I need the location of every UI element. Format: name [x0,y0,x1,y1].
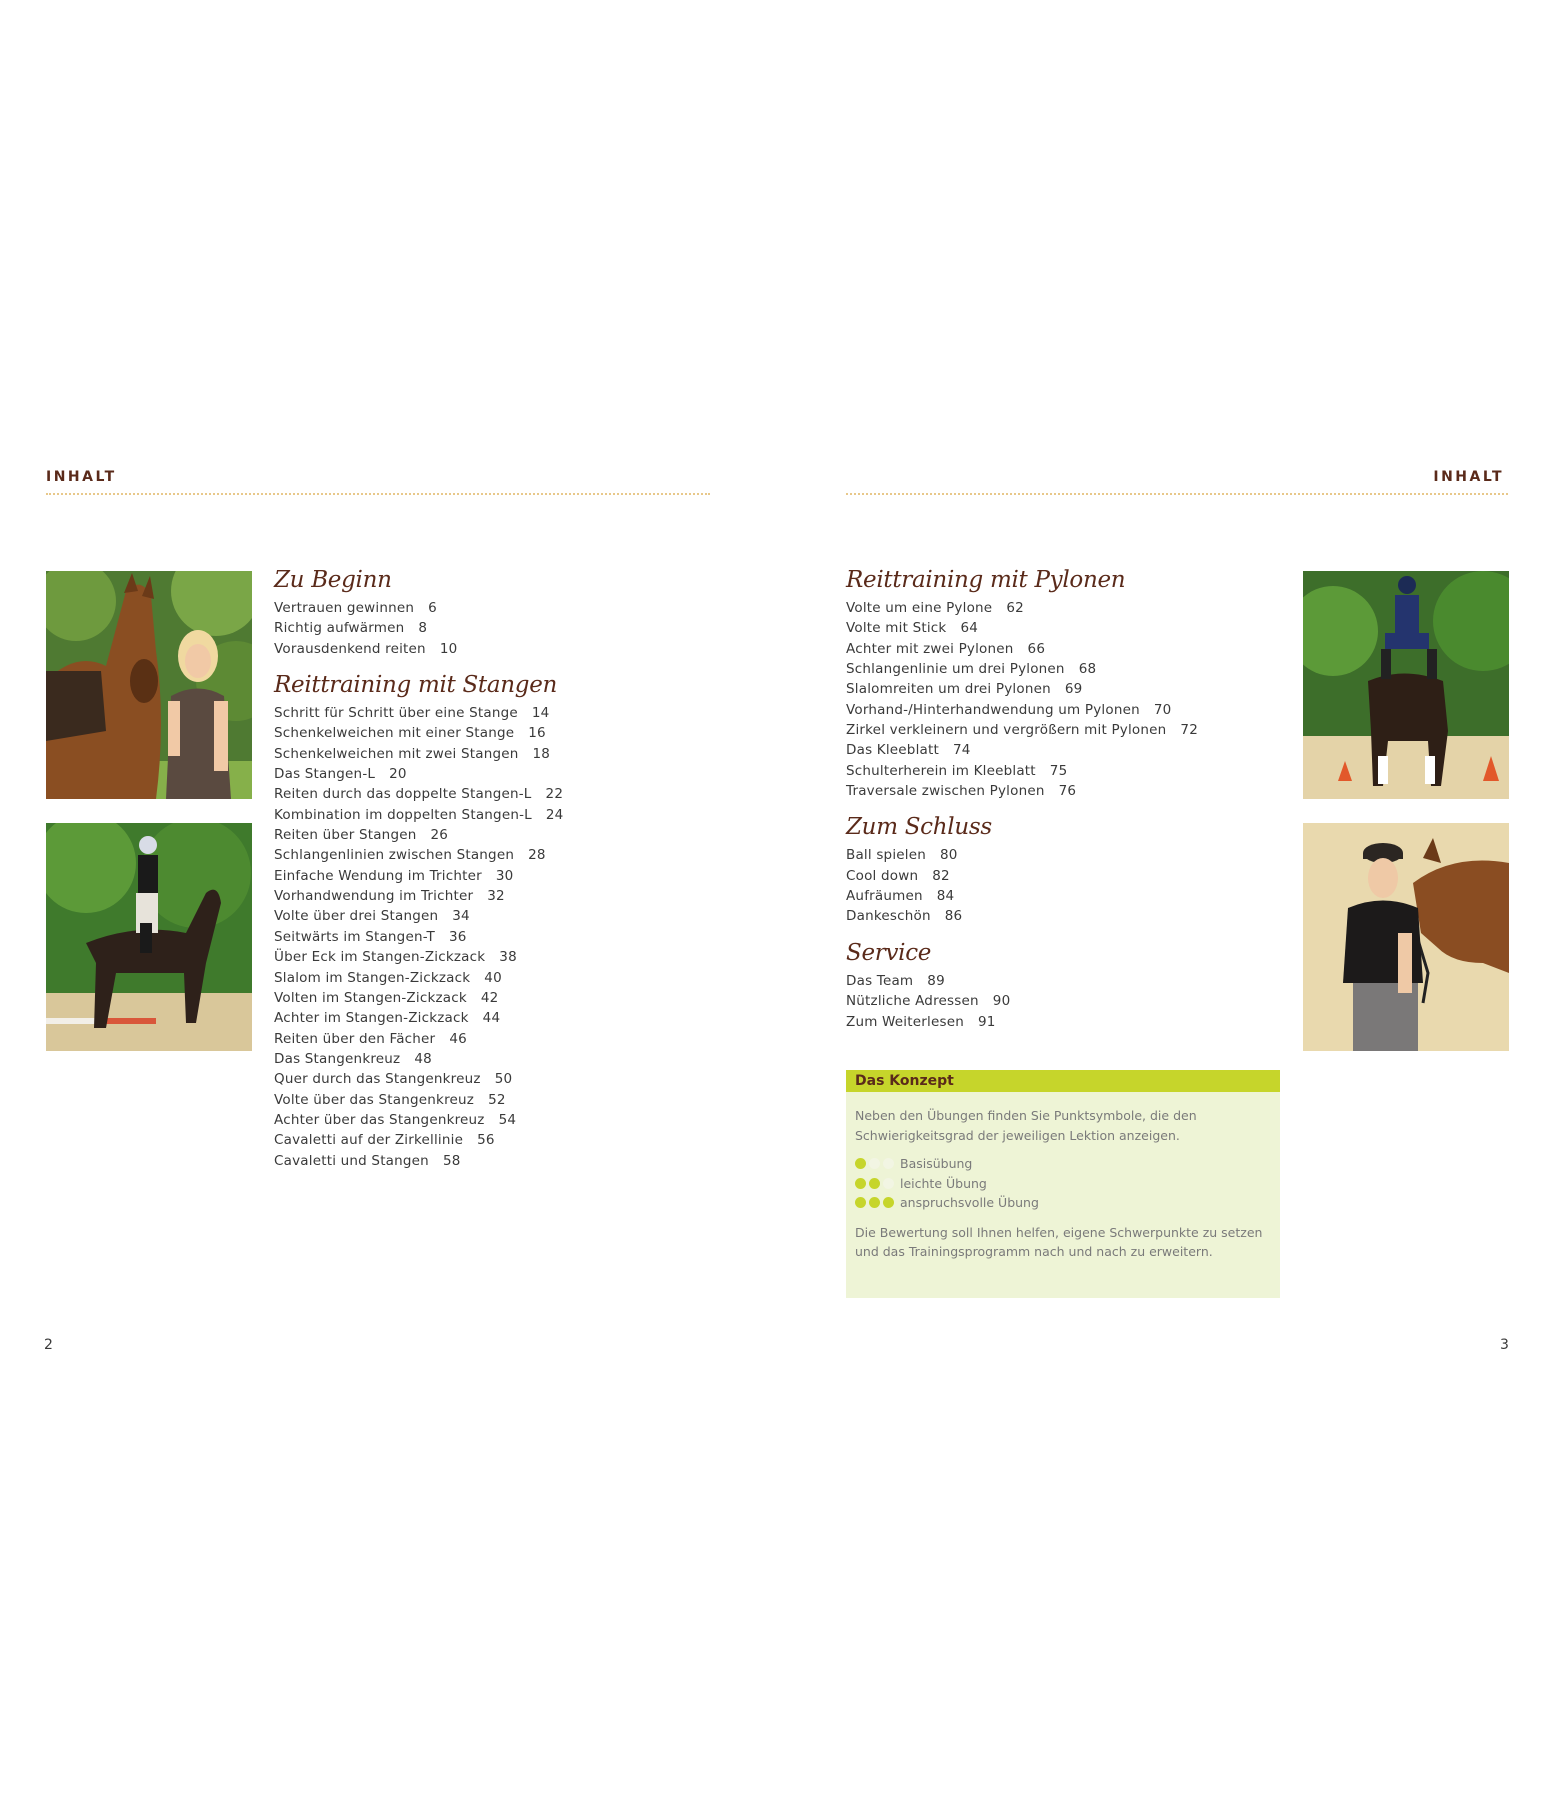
toc-entry-label: Zirkel verkleinern und vergrößern mit Pylonen [846,722,1167,739]
toc-entry-label: Cavaletti und Stangen [274,1152,429,1169]
toc-entry[interactable] [274,968,714,988]
concept-intro: Neben den Übungen finden Sie Punktsymbole, die den Schwierigkeitsgrad der jeweiligen Lektion anzeigen. [855,1108,1197,1143]
toc-entry-label: Vorausdenkend reiten [274,640,426,657]
toc-entry-page: 69 [1064,681,1083,698]
dotted-rule-right [846,493,1508,495]
toc-entry-page: 86 [944,908,963,925]
toc-entry-page: 72 [1180,722,1198,739]
section-title: Reittraining mit Stangen [274,672,558,699]
toc-entry[interactable] [274,1029,714,1049]
toc-entry-label: Volte um eine Pylone [846,600,993,616]
concept-outro: Die Bewertung soll Ihnen helfen, eigene Schwerpunkte zu setzen und das Trainingsprogramm nach und nach zu erweitern. [855,1224,1263,1259]
toc-entry-label: Nützliche Adressen [846,993,979,1010]
toc-entry-label: Cavaletti auf der Zirkellinie [274,1132,464,1149]
photo-woman-with-cap-and-horse [1303,823,1509,1051]
toc-entry-page: 24 [545,806,564,823]
toc-entry-label: Zum Weiterlesen [846,1013,964,1030]
page-number-right: 3 [1500,1337,1509,1353]
toc-entry-label: Vorhand-/Hinterhandwendung um Pylonen [846,701,1140,718]
toc-entry-page: 62 [1006,600,1024,616]
toc-entry[interactable] [846,845,1286,865]
toc-entry-page: 80 [940,847,958,864]
toc-entry-label: Reiten über Stangen [274,827,417,844]
page-number-left: 2 [44,1337,53,1353]
toc-entry-page: 52 [488,1091,506,1108]
section-title: Zu Beginn [274,567,392,593]
toc-entry[interactable] [274,1110,714,1130]
section-title: Zum Schluss [846,814,992,841]
toc-entry[interactable] [274,764,714,784]
toc-entry[interactable] [274,1151,714,1171]
toc-entry-page: 68 [1078,661,1097,678]
toc-entry-page: 26 [430,827,449,844]
toc-entry-label: Slalomreiten um drei Pylonen [846,681,1051,698]
difficulty-dots-icon [855,1178,900,1189]
toc-entry[interactable] [274,1049,714,1069]
toc-entry-page: 28 [528,847,546,864]
toc-entry[interactable] [274,744,714,764]
toc-entry-page: 91 [977,1013,996,1030]
toc-entry-page: 58 [442,1152,461,1169]
photo-rider-on-dark-horse [46,823,252,1051]
toc-entry[interactable] [846,659,1286,679]
difficulty-legend [855,1154,1271,1213]
toc-entry-label: Slalom im Stangen-Zickzack [274,969,471,986]
toc-entry[interactable] [274,598,714,618]
toc-entry-label: Das Kleeblatt [846,742,939,759]
toc-entry[interactable] [846,866,1286,886]
toc-entry-page: 16 [528,725,546,742]
toc-entry-page: 14 [531,705,550,722]
toc-entry-page: 56 [477,1132,495,1149]
toc-entry-page: 40 [484,969,502,986]
legend-label: anspruchsvolle Übung [900,1195,1039,1210]
toc-entry-label: Schritt für Schritt über eine Stange [274,705,518,722]
toc-entry[interactable] [846,886,1286,906]
toc-entry-page: 84 [936,888,955,905]
toc-entry-page: 18 [532,745,551,762]
toc-entry-label: Volte mit Stick [846,620,947,637]
toc-entry[interactable] [274,886,714,906]
toc-entry-page: 64 [960,620,979,637]
toc-entry[interactable] [846,598,1286,618]
toc-entry[interactable] [846,740,1286,760]
toc-entry-label: Cool down [846,867,919,884]
toc-entry-page: 30 [495,867,514,884]
toc-entry-page: 70 [1153,701,1172,718]
toc-entry-label: Schlangenlinie um drei Pylonen [846,661,1065,678]
toc-entry-page: 50 [494,1071,513,1088]
toc-entry[interactable] [846,679,1286,699]
dotted-rule-left [46,493,710,495]
toc-entry-label: Achter über das Stangenkreuz [274,1111,485,1128]
toc-entry-label: Einfache Wendung im Trichter [274,867,482,884]
toc-entry-label: Achter im Stangen-Zickzack [274,1010,469,1027]
toc-entry-page: 32 [487,888,505,905]
toc-entry[interactable] [846,781,1286,801]
toc-entry-page: 82 [932,867,950,884]
toc-entry-label: Aufräumen [846,888,923,905]
toc-entry-label: Vertrauen gewinnen [274,600,415,616]
toc-entry-label: Das Team [846,972,914,989]
toc-entry-page: 54 [498,1111,517,1128]
toc-entry[interactable] [274,947,714,967]
header-right: INHALT [1433,469,1504,485]
legend-row [855,1174,1271,1194]
toc-entry[interactable] [274,1008,714,1028]
toc-entry-label: Volte über drei Stangen [274,908,439,925]
toc-entry-page: 76 [1058,783,1077,800]
toc-entry-label: Schulterherein im Kleeblatt [846,762,1036,779]
toc-entry-label: Reiten über den Fächer [274,1030,436,1047]
toc-entry[interactable] [274,723,714,743]
toc-entry-page: 89 [927,972,945,989]
toc-entry-label: Seitwärts im Stangen-T [274,928,435,945]
toc-entry[interactable] [274,1069,714,1089]
toc-entry-label: Volte über das Stangenkreuz [274,1091,475,1108]
toc-entry-label: Kombination im doppelten Stangen-L [274,806,532,823]
section-title: Reittraining mit Pylonen [846,567,1126,593]
toc-entry-page: 75 [1049,762,1068,779]
legend-row [855,1154,1271,1174]
concept-heading: Das Konzept [846,1070,1280,1092]
toc-entry-page: 66 [1027,640,1046,657]
toc-entry-label: Das Stangenkreuz [274,1050,401,1067]
toc-entry-page: 74 [953,742,971,759]
toc-entry-page: 36 [449,928,467,945]
difficulty-dots-icon [855,1158,900,1169]
toc-entry-label: Achter mit zwei Pylonen [846,640,1014,657]
toc-entry[interactable] [274,805,714,825]
toc-entry-page: 8 [418,620,428,637]
header-left: INHALT [46,469,117,485]
toc-entry[interactable] [274,1090,714,1110]
toc-entry-page: 34 [452,908,470,925]
toc-entry[interactable] [274,703,714,723]
toc-entry[interactable] [846,971,1286,991]
toc-entry-label: Dankeschön [846,908,931,925]
toc-right [846,566,1286,1032]
toc-entry[interactable] [274,845,714,865]
toc-left [274,566,714,1171]
toc-entry-page: 42 [480,989,499,1006]
legend-row [855,1193,1271,1213]
toc-entry-label: Schlangenlinien zwischen Stangen [274,847,515,864]
toc-entry-label: Traversale zwischen Pylonen [846,783,1045,800]
toc-entry[interactable] [846,720,1286,740]
toc-entry[interactable] [846,618,1286,638]
toc-entry-page: 20 [389,766,407,783]
toc-entry-page: 46 [449,1030,467,1047]
toc-entry-label: Schenkelweichen mit einer Stange [274,725,515,742]
toc-entry[interactable] [274,927,714,947]
section-title: Service [846,939,932,966]
toc-entry-page: 90 [992,993,1011,1010]
photo-horse-with-woman [46,571,252,799]
toc-entry-label: Richtig aufwärmen [274,620,405,637]
toc-entry[interactable] [274,618,714,638]
toc-entry-label: Das Stangen-L [274,766,376,783]
toc-entry-page: 22 [545,786,564,803]
toc-entry[interactable] [846,906,1286,926]
toc-entry-page: 44 [482,1010,501,1027]
toc-entry-label: Schenkelweichen mit zwei Stangen [274,745,519,762]
toc-entry[interactable] [274,906,714,926]
toc-entry[interactable] [274,1130,714,1150]
toc-entry[interactable] [274,639,714,659]
toc-entry-label: Volten im Stangen-Zickzack [274,989,467,1006]
toc-entry-label: Vorhandwendung im Trichter [274,888,474,905]
difficulty-dots-icon [855,1197,900,1208]
concept-box [846,1070,1280,1298]
toc-entry[interactable] [846,639,1286,659]
toc-entry[interactable] [846,1012,1286,1032]
legend-label: leichte Übung [900,1175,987,1191]
toc-entry[interactable] [846,761,1286,781]
photo-rider-between-cones [1303,571,1509,799]
legend-label: Basisübung [900,1156,973,1171]
toc-entry-page: 48 [414,1050,432,1067]
toc-entry-label: Über Eck im Stangen-Zickzack [274,949,486,966]
toc-entry[interactable] [274,784,714,804]
toc-entry-label: Quer durch das Stangenkreuz [274,1071,481,1088]
toc-entry[interactable] [846,700,1286,720]
toc-entry-page: 10 [439,640,458,657]
toc-entry[interactable] [274,988,714,1008]
toc-entry[interactable] [274,866,714,886]
toc-entry-label: Ball spielen [846,847,926,864]
toc-entry[interactable] [274,825,714,845]
toc-entry-label: Reiten durch das doppelte Stangen-L [274,786,532,803]
toc-entry[interactable] [846,991,1286,1011]
toc-entry-page: 38 [499,949,517,966]
toc-entry-page: 6 [428,600,437,616]
